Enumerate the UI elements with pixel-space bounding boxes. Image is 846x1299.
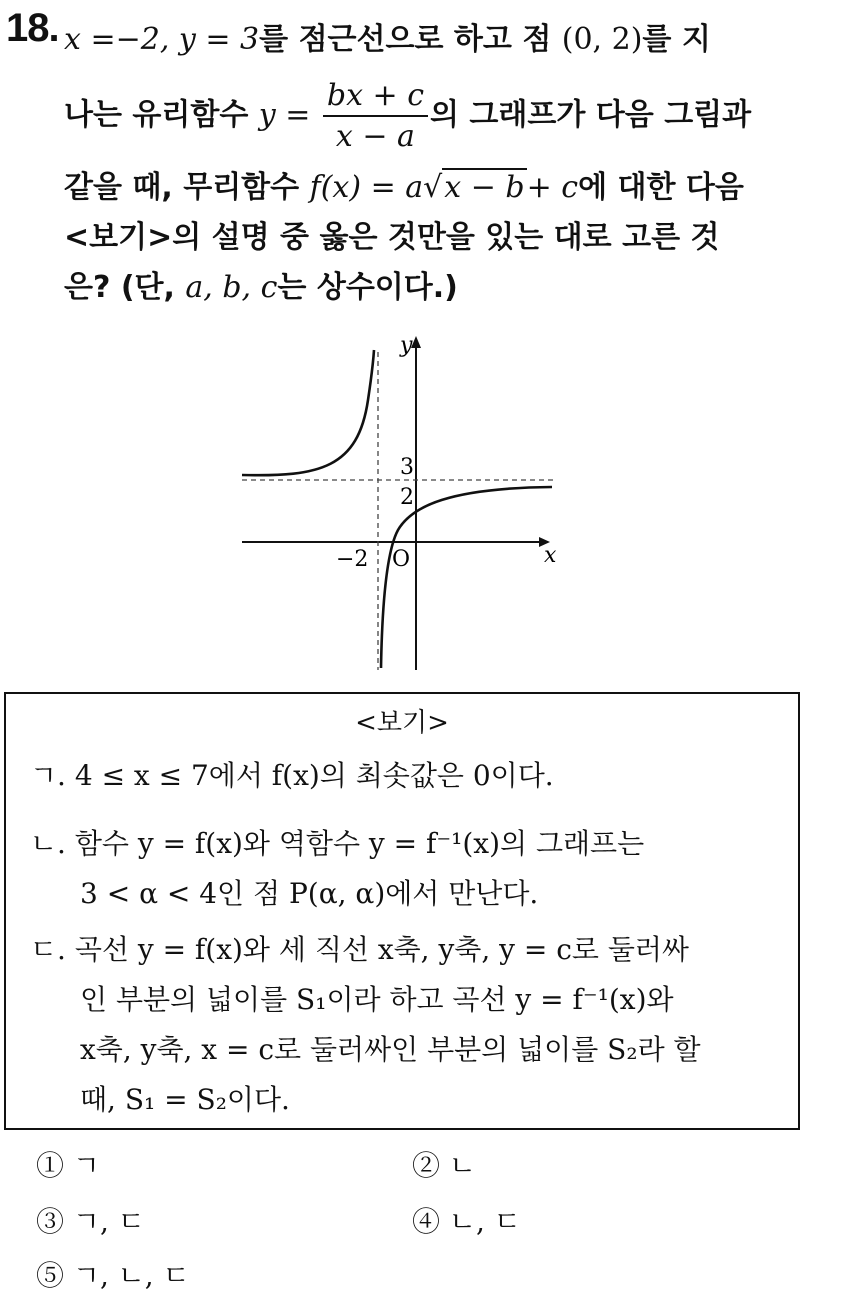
sqrt-radicand: x − b bbox=[444, 170, 525, 205]
y-axis-arrow bbox=[411, 336, 421, 348]
question-line-2 bbox=[64, 78, 751, 154]
question-line-3 bbox=[64, 162, 744, 206]
bogi-item-3-line-2: 인 부분의 넓이를 S₁이라 하고 곡선 y = f⁻¹(x)와 bbox=[80, 983, 674, 1016]
label-neg-2: −2 bbox=[336, 547, 369, 572]
bogi-item-2-line-2: 3 < α < 4인 점 P(α, α)에서 만난다. bbox=[80, 877, 539, 910]
question-text: 를 점근선으로 하고 점 bbox=[259, 22, 552, 57]
fraction-denominator: x − a bbox=[335, 119, 415, 154]
question-text: 에 대한 다음 bbox=[578, 170, 744, 205]
question-text: 는 상수이다.) bbox=[277, 270, 458, 305]
bogi-item-3-line-4: 때, S₁ = S₂이다. bbox=[80, 1083, 290, 1116]
irrational-function: f(x) = a bbox=[309, 170, 424, 205]
bogi-item-3-line-3: x축, y축, x = c로 둘러싸인 부분의 넓이를 S₂라 할 bbox=[80, 1033, 701, 1066]
origin-label: O bbox=[392, 547, 411, 572]
irrational-function-tail: + c bbox=[526, 170, 579, 205]
rational-fraction bbox=[323, 78, 428, 154]
curve-left-branch bbox=[242, 350, 374, 475]
question-text: 를 지 bbox=[642, 22, 711, 57]
question-number: 18. bbox=[6, 6, 59, 50]
point-coordinates: (0, 2) bbox=[561, 22, 643, 57]
choice-4[interactable]: ④ ㄴ, ㄷ bbox=[412, 1205, 521, 1238]
y-axis-label: y bbox=[400, 333, 413, 358]
question-line-1 bbox=[64, 14, 711, 58]
question-line-5 bbox=[64, 262, 458, 306]
question-line-4: <보기>의 설명 중 옳은 것만을 있는 대로 고른 것 bbox=[64, 220, 720, 255]
question-text: 은? (단, bbox=[64, 270, 175, 305]
question-text: 같을 때, 무리함수 bbox=[64, 170, 300, 205]
constants-list: a, b, c bbox=[185, 270, 278, 305]
fraction-numerator: bx + c bbox=[323, 78, 428, 117]
choice-2[interactable]: ② ㄴ bbox=[412, 1149, 476, 1182]
question-text: 나는 유리함수 bbox=[64, 97, 249, 133]
label-3: 3 bbox=[400, 455, 414, 480]
rational-function-graph bbox=[230, 330, 570, 675]
label-2: 2 bbox=[400, 485, 414, 510]
asymptote-equations: x =−2, y = 3 bbox=[64, 22, 260, 57]
x-axis-label: x bbox=[544, 543, 557, 568]
function-lhs: y = bbox=[258, 97, 311, 133]
question-text: 의 그래프가 다음 그림과 bbox=[430, 97, 752, 133]
choice-1[interactable]: ① ㄱ bbox=[36, 1149, 100, 1182]
bogi-box bbox=[4, 692, 800, 1130]
bogi-item-2-line-1: ㄴ. 함수 y = f(x)와 역함수 y = f⁻¹(x)의 그래프는 bbox=[30, 827, 645, 860]
curve-right-branch bbox=[381, 487, 552, 668]
bogi-item-1: ㄱ. 4 ≤ x ≤ 7에서 f(x)의 최솟값은 0이다. bbox=[30, 759, 554, 792]
choice-5[interactable]: ⑤ ㄱ, ㄴ, ㄷ bbox=[36, 1259, 190, 1292]
bogi-item-3-line-1: ㄷ. 곡선 y = f(x)와 세 직선 x축, y축, y = c로 둘러싸 bbox=[30, 933, 689, 966]
choice-3[interactable]: ③ ㄱ, ㄷ bbox=[36, 1205, 145, 1238]
bogi-title: <보기> bbox=[355, 708, 449, 738]
sqrt-sign: √ bbox=[423, 170, 443, 205]
